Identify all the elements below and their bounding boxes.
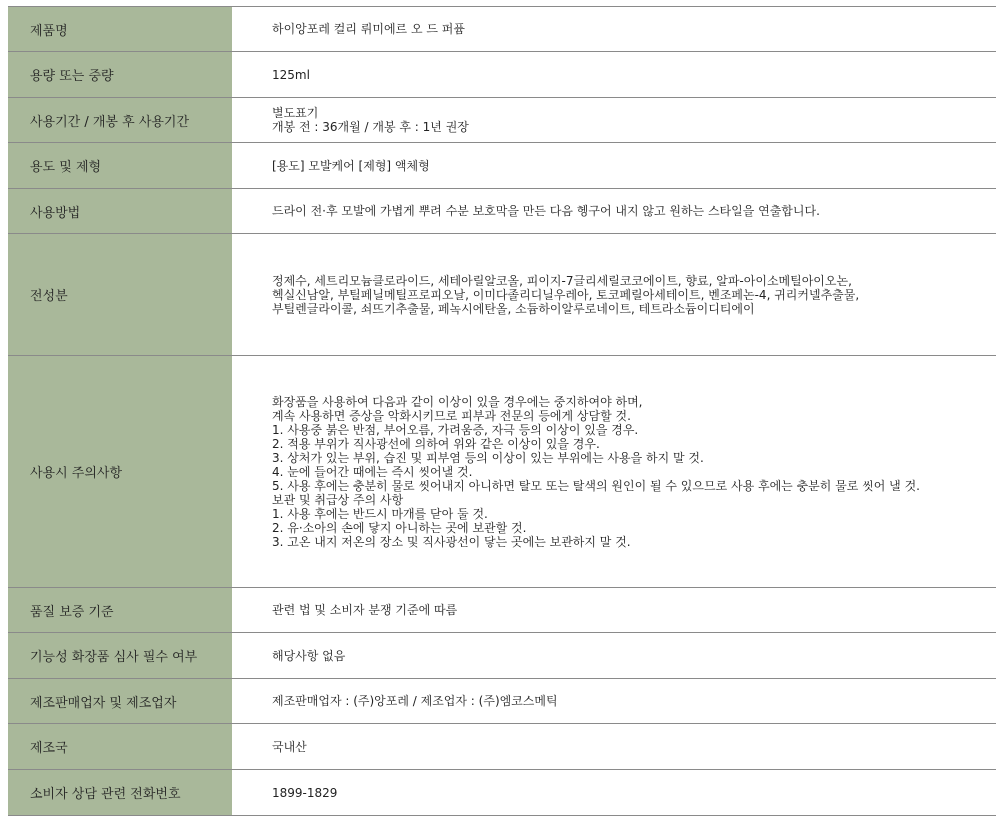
row-value-line: 4. 눈에 들어간 때에는 즉시 씻어낼 것. (272, 464, 473, 479)
row-value-line: 1899-1829 (272, 785, 338, 800)
table-row (8, 588, 996, 633)
row-label: 제품명 (8, 7, 232, 52)
row-value-line: 5. 사용 후에는 충분히 물로 씻어내지 아니하면 탈모 또는 탈색의 원인이 될 수 있으므로 사용 후에는 충분히 물로 씻어 낼 것. (272, 478, 920, 493)
row-label: 용량 또는 중량 (8, 52, 232, 98)
row-value (232, 7, 996, 52)
row-value (232, 234, 996, 356)
row-value-line: 3. 상처가 있는 부위, 습진 및 피부염 등의 이상이 있는 부위에는 사용을 하지 말 것. (272, 450, 704, 465)
row-value (232, 679, 996, 724)
row-value (232, 356, 996, 588)
row-value-line: 화장품을 사용하여 다음과 같이 이상이 있을 경우에는 중지하여야 하며, (272, 394, 643, 409)
row-value-line: 125ml (272, 67, 310, 82)
table-row (8, 633, 996, 679)
row-value-line: 2. 적용 부위가 직사광선에 의하여 위와 같은 이상이 있을 경우. (272, 436, 600, 451)
table-row (8, 98, 996, 143)
row-value (232, 724, 996, 770)
row-label: 품질 보증 기준 (8, 588, 232, 633)
row-value (232, 189, 996, 234)
row-value-line: 3. 고온 내지 저온의 장소 및 직사광선이 닿는 곳에는 보관하지 말 것. (272, 534, 631, 549)
row-value-line: 부틸렌글라이콜, 쇠뜨기추출물, 페녹시에탄올, 소듐하이알루로네이트, 테트라소듐이디티에이 (272, 301, 755, 316)
row-label: 기능성 화장품 심사 필수 여부 (8, 633, 232, 679)
row-value-line: 정제수, 세트리모늄클로라이드, 세테아릴알코올, 피이지-7글리세릴코코에이트, 향료, 알파-아이소메틸아이오논, (272, 273, 852, 288)
row-value-line: 2. 유·소아의 손에 닿지 아니하는 곳에 보관할 것. (272, 520, 527, 535)
row-value (232, 143, 996, 189)
row-value-line: 보관 및 취급상 주의 사항 (272, 492, 404, 507)
product-info-body (8, 7, 996, 816)
row-label: 사용기간 / 개봉 후 사용기간 (8, 98, 232, 143)
row-value-line: 계속 사용하면 증상을 악화시키므로 피부과 전문의 등에게 상담할 것. (272, 408, 631, 423)
row-label: 사용방법 (8, 189, 232, 234)
row-value (232, 588, 996, 633)
table-row (8, 143, 996, 189)
table-row (8, 52, 996, 98)
row-value (232, 770, 996, 816)
row-value-line: 해당사항 없음 (272, 648, 346, 663)
row-label: 사용시 주의사항 (8, 356, 232, 588)
row-value-line: 별도표기 (272, 106, 319, 120)
table-row (8, 679, 996, 724)
table-row (8, 724, 996, 770)
table-row (8, 189, 996, 234)
row-value-line: 1. 사용 후에는 반드시 마개를 닫아 둘 것. (272, 506, 488, 521)
row-value (232, 633, 996, 679)
product-info-table (8, 6, 996, 816)
table-row (8, 770, 996, 816)
row-value-line: 개봉 전 : 36개월 / 개봉 후 : 1년 권장 (272, 120, 469, 134)
row-label: 용도 및 제형 (8, 143, 232, 189)
row-value-line: 관련 법 및 소비자 분쟁 기준에 따름 (272, 603, 458, 617)
row-value (232, 52, 996, 98)
row-value-line: 헥실신남알, 부틸페닐메틸프로피오날, 이미다졸리디닐우레아, 토코페릴아세테이트, 벤조페논-4, 귀리커넬추출물, (272, 287, 860, 302)
row-value-line: [용도] 모발케어 [제형] 액체형 (272, 158, 430, 173)
row-label: 제조국 (8, 724, 232, 770)
row-label: 소비자 상담 관련 전화번호 (8, 770, 232, 816)
row-value-line: 드라이 전·후 모발에 가볍게 뿌려 수분 보호막을 만든 다음 헹구어 내지 않고 원하는 스타일을 연출합니다. (272, 204, 820, 218)
row-value-line: 하이앙포레 컬리 뤼미에르 오 드 퍼퓸 (272, 22, 465, 36)
row-value-line: 제조판매업자 : (주)앙포레 / 제조업자 : (주)엠코스메틱 (272, 694, 558, 708)
row-label: 전성분 (8, 234, 232, 356)
row-label: 제조판매업자 및 제조업자 (8, 679, 232, 724)
row-value-line: 국내산 (272, 739, 307, 754)
table-row (8, 234, 996, 356)
table-row (8, 7, 996, 52)
row-value (232, 98, 996, 143)
table-row (8, 356, 996, 588)
row-value-line: 1. 사용중 붉은 반점, 부어오름, 가려움증, 자극 등의 이상이 있을 경우. (272, 422, 639, 437)
